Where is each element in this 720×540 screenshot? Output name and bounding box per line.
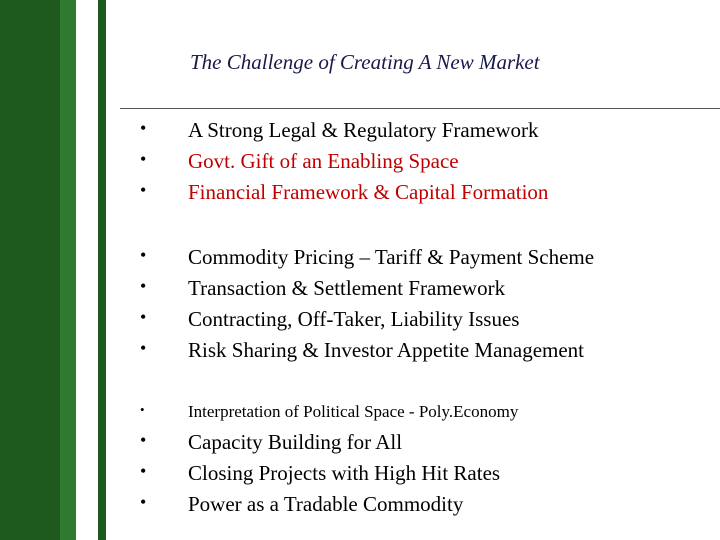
- bullet-text: Transaction & Settlement Framework: [188, 276, 506, 300]
- bullet-glyph: •: [140, 149, 147, 169]
- bullet-glyph: •: [140, 180, 147, 200]
- left-stripe-gap: [76, 0, 98, 540]
- bullet-glyph: •: [140, 118, 147, 138]
- bullet-text: Contracting, Off-Taker, Liability Issues: [188, 307, 520, 331]
- slide-title: The Challenge of Creating A New Market: [190, 50, 540, 74]
- left-stripe-thin: [98, 0, 106, 540]
- bullet-glyph: •: [140, 430, 147, 450]
- bullet-text: Interpretation of Political Space - Poly.Economy: [188, 402, 519, 421]
- left-stripe-dark: [0, 0, 60, 540]
- bullet-text: Commodity Pricing – Tariff & Payment Scheme: [188, 245, 595, 269]
- title-divider: [120, 108, 720, 109]
- bullet-text: A Strong Legal & Regulatory Framework: [188, 118, 539, 142]
- bullet-text: Power as a Tradable Commodity: [188, 492, 464, 516]
- bullet-text: Capacity Building for All: [188, 430, 403, 454]
- bullet-text: Closing Projects with High Hit Rates: [188, 461, 501, 485]
- bullet-text: Financial Framework & Capital Formation: [188, 180, 549, 204]
- bullet-glyph: •: [140, 402, 145, 417]
- bullet-glyph: •: [140, 338, 147, 358]
- bullet-glyph: •: [140, 461, 147, 481]
- left-stripe-mid: [60, 0, 76, 540]
- bullet-text: Govt. Gift of an Enabling Space: [188, 149, 459, 173]
- bullet-glyph: •: [140, 307, 147, 327]
- bullet-glyph: •: [140, 276, 147, 296]
- bullet-glyph: •: [140, 245, 147, 265]
- bullet-text: Risk Sharing & Investor Appetite Management: [188, 338, 585, 362]
- bullet-glyph: •: [140, 492, 147, 512]
